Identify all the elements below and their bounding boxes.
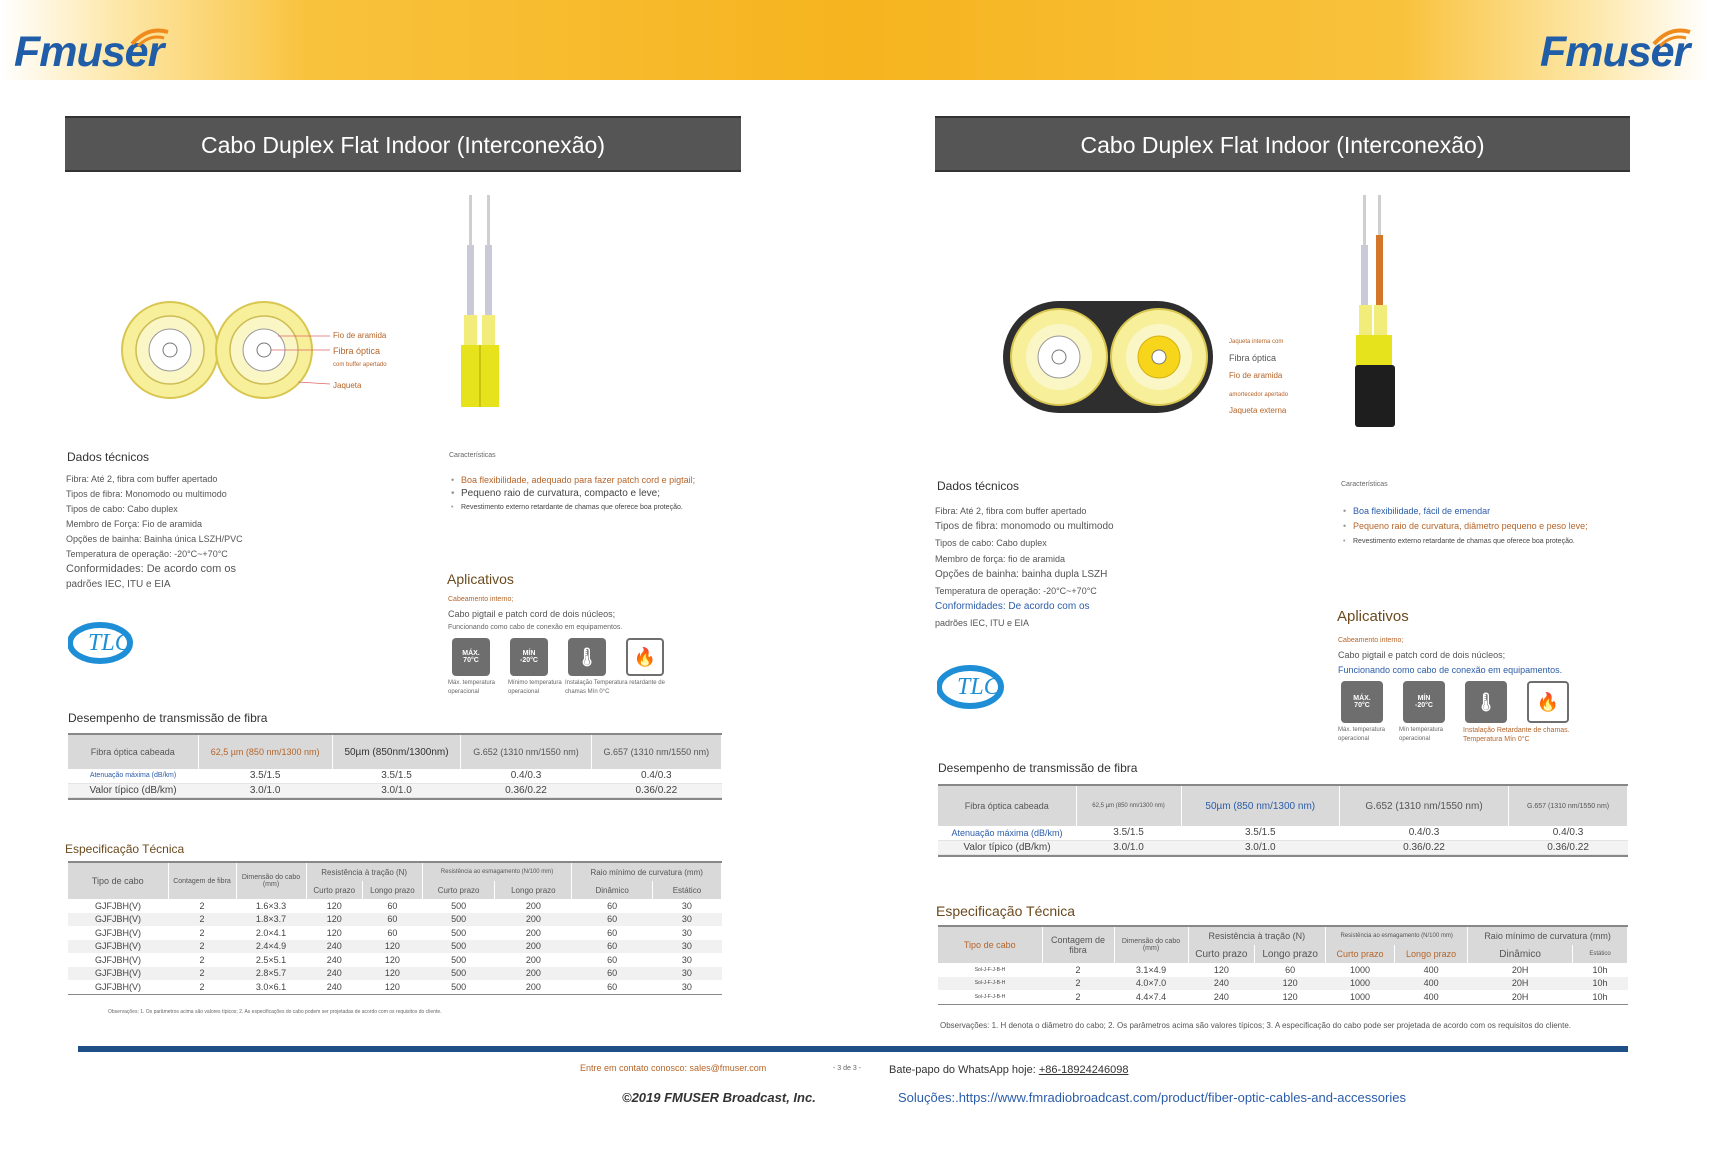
diagram-label: amortecedor apertado	[1229, 392, 1289, 398]
table-cell: 2	[168, 940, 236, 954]
table-cell: 60	[572, 940, 653, 954]
table-note: Observações: 1. Os parâmetros acima são valores típicos; 2. As especificações do cabo podem ser projetadas de acordo com os requisitos do cliente.	[108, 1009, 442, 1015]
feature-item: • Pequeno raio de curvatura, compacto e leve;	[449, 487, 749, 501]
icon-caption: Máx. temperatura operacional	[1338, 727, 1386, 742]
icon-caption: Instalação Retardante de chamas. Temperatura Mín 0°C	[1463, 727, 1570, 743]
max-temp-icon: MÁX. 70°C	[1341, 681, 1383, 723]
flame-retardant-icon: 🔥	[626, 638, 664, 676]
cable-side-view-image	[455, 195, 515, 407]
table-cell: 60	[362, 913, 422, 927]
tech-item: Fibra: Até 2, fibra com buffer apertado	[935, 506, 1087, 516]
table-cell: 60	[387, 927, 398, 938]
table-cell: 60	[387, 900, 398, 911]
min-temp-icon: MÍN -20°C	[1403, 681, 1445, 723]
tlc-logo: TLC	[68, 622, 136, 664]
table-cell: GJFJBH(V)	[95, 900, 141, 911]
table-row	[68, 926, 722, 940]
table-row	[68, 913, 722, 927]
perf-heading: Desempenho de transmissão de fibra	[68, 711, 268, 725]
diagram-label: Jaqueta externa	[1229, 406, 1287, 415]
diagram-label: com buffer apertado	[333, 362, 387, 368]
table-cell: 120	[384, 981, 400, 992]
table-cell: 200	[525, 954, 541, 965]
table-cell: GJFJBH(V)	[68, 967, 168, 981]
diagram-label: Jaqueta	[333, 381, 362, 390]
features-list	[449, 473, 749, 515]
table-cell: 30	[652, 940, 721, 954]
table-cell: 30	[681, 927, 692, 938]
table-cell: 60	[572, 967, 653, 981]
perf-heading: Desempenho de transmissão de fibra	[938, 761, 1138, 775]
tech-item: Tipos de cabo: Cabo duplex	[66, 504, 178, 514]
table-cell: GJFJBH(V)	[95, 954, 141, 965]
signal-arc-icon	[1650, 22, 1696, 48]
tech-item: Tipos de cabo: Cabo duplex	[935, 538, 1047, 548]
table-cell: 500	[451, 927, 467, 938]
solutions-link[interactable]: Soluções:.https://www.fmradiobroadcast.com/product/fiber-optic-cables-and-accessories	[898, 1090, 1406, 1105]
perf-table: Fibra óptica cabeada 62,5 µm (850 nm/1300 nm) 50µm (850nm/1300nm) G.652 (1310 nm/1550 nm) G.657 (1310 nm/1550 nm) Atenuação máxima (dB/km) 3.5/1.5 3.5/1.5 0.4/0.3 0.4/0.3 Valor típico (dB/km) 3.0/1.0 3.0/1.0 0.36/0.22 0.36/0.22	[68, 733, 722, 800]
table-cell: 500	[422, 913, 494, 927]
table-row	[938, 977, 1628, 991]
copyright: ©2019 FMUSER Broadcast, Inc.	[622, 1090, 816, 1105]
table-note: Observações: 1. H denota o diâmetro do cabo; 2. Os parâmetros acima são valores típicos; 3. A especificação do cabo pode ser projetada de acordo com os requisitos do cliente.	[940, 1021, 1572, 1030]
diagram-label: Fibra óptica	[1229, 353, 1277, 363]
table-cell: 1000	[1350, 991, 1371, 1002]
table-cell: 60	[607, 927, 618, 938]
table-cell: 500	[451, 981, 467, 992]
table-row	[938, 990, 1628, 1004]
feature-item: • Pequeno raio de curvatura, diâmetro pequeno e peso leve;	[1341, 519, 1661, 534]
whatsapp-label: Bate-papo do WhatsApp hoje:	[889, 1064, 1036, 1076]
table-cell: 2	[199, 900, 205, 911]
table-cell: 10h	[1592, 991, 1608, 1002]
flame-retardant-icon: 🔥	[1527, 681, 1569, 723]
page-number: - 3 de 3 -	[833, 1065, 862, 1072]
table-cell: 30	[681, 981, 692, 992]
table-cell: GJFJBH(V)	[95, 927, 141, 938]
table-row	[68, 980, 722, 994]
table-cell: 240	[1188, 977, 1255, 991]
table-cell: 500	[422, 967, 494, 981]
table-cell: 120	[326, 927, 342, 938]
application-item: Cabeamento interno;	[448, 596, 514, 603]
table-cell: 60	[607, 900, 618, 911]
table-cell: GJFJBH(V)	[68, 940, 168, 954]
table-row: Valor típico (dB/km) 3.0/1.0 3.0/1.0 0.36/0.22 0.36/0.22	[938, 840, 1628, 854]
tech-data-heading: Dados técnicos	[937, 479, 1020, 493]
tech-data-list	[935, 503, 1275, 631]
cable-cross-section-diagram	[1001, 297, 1221, 417]
table-cell: 1.6×3.3	[255, 900, 287, 911]
table-cell: 4.0×7.0	[1114, 977, 1188, 991]
table-cell: 20H	[1511, 964, 1529, 975]
table-cell: 2	[1042, 977, 1114, 991]
table-cell: 2	[199, 954, 205, 965]
features-list	[1341, 504, 1661, 549]
application-item: Cabeamento interno;	[1338, 637, 1404, 644]
table-cell: 2	[1075, 964, 1081, 975]
tech-item: Temperatura de operação: -20°C~+70°C	[66, 549, 228, 559]
table-cell: 200	[495, 940, 572, 954]
table-cell: 10h	[1592, 964, 1608, 975]
tech-item: Tipos de fibra: Monomodo ou multimodo	[66, 489, 227, 499]
table-cell: 500	[451, 900, 467, 911]
table-cell: 2	[168, 913, 236, 927]
table-cell: 120	[384, 954, 400, 965]
tech-item: padrões IEC, ITU e EIA	[935, 618, 1030, 628]
application-item: Cabo pigtail e patch cord de dois núcleos;	[448, 609, 616, 619]
table-cell: 2.5×5.1	[255, 954, 287, 965]
table-cell: 200	[525, 927, 541, 938]
table-cell: 30	[681, 954, 692, 965]
fmuser-logo-right: Fmuser	[1540, 28, 1690, 76]
table-cell: 120	[306, 913, 362, 927]
tech-item: Opções de bainha: Bainha única LSZH/PVC	[66, 534, 243, 544]
tech-item: Tipos de fibra: monomodo ou multimodo	[935, 521, 1114, 532]
table-row	[68, 967, 722, 981]
table-cell: GJFJBH(V)	[95, 981, 141, 992]
min-temp-icon: MÍN -20°C	[510, 638, 548, 676]
left-title-banner: Cabo Duplex Flat Indoor (Interconexão)	[65, 116, 741, 172]
table-cell: 3.0×6.1	[255, 981, 287, 992]
table-cell: 1000	[1350, 964, 1371, 975]
table-cell: 120	[1282, 991, 1298, 1002]
spec-icons-row	[452, 638, 664, 676]
application-item: Cabo pigtail e patch cord de dois núcleos;	[1338, 650, 1506, 660]
table-cell: 1.8×3.7	[236, 913, 306, 927]
tech-data-list	[66, 472, 366, 592]
tech-item: Temperatura de operação: -20°C~+70°C	[935, 586, 1097, 596]
table-cell: 120	[1213, 964, 1229, 975]
table-cell: 120	[326, 900, 342, 911]
table-cell: 200	[525, 981, 541, 992]
table-cell: 2	[199, 927, 205, 938]
table-row	[68, 899, 722, 913]
tech-item: Membro de força: fio de aramida	[935, 554, 1066, 564]
table-cell: 2	[168, 967, 236, 981]
table-cell: Sol-J-F-J-B-H	[938, 977, 1042, 991]
features-heading: Características	[449, 452, 496, 459]
table-cell: 2.0×4.1	[255, 927, 287, 938]
fmuser-logo-left: Fmuser	[14, 28, 164, 76]
table-cell: Sol-J-F-J-B-H	[974, 993, 1006, 1000]
table-cell: 500	[422, 940, 494, 954]
applications-heading: Aplicativos	[447, 571, 514, 587]
whatsapp-number-link[interactable]: +86-18924246098	[1038, 1064, 1129, 1076]
table-cell: 400	[1394, 977, 1467, 991]
signal-arc-icon	[128, 22, 174, 48]
cable-side-view-image	[1352, 195, 1402, 427]
tech-data-heading: Dados técnicos	[67, 450, 150, 464]
tech-item: padrões IEC, ITU e EIA	[66, 579, 171, 590]
applications-list	[448, 593, 748, 635]
tlc-logo: TLC	[937, 665, 1007, 709]
table-cell: 120	[362, 967, 422, 981]
tech-item: Conformidades: De acordo com os	[935, 601, 1090, 612]
perf-table: Fibra óptica cabeada 62,5 µm (850 nm/1300 nm) 50µm (850 nm/1300 nm) G.652 (1310 nm/1550 nm) G.657 (1310 nm/1550 nm) Atenuação máxima (dB/km) 3.5/1.5 3.5/1.5 0.4/0.3 0.4/0.3 Valor típico (dB/km) 3.0/1.0 3.0/1.0 0.36/0.22 0.36/0.22	[938, 784, 1628, 857]
icon-caption: Mín temperatura operacional	[1399, 727, 1444, 742]
table-cell: 200	[495, 913, 572, 927]
table-cell: 30	[652, 967, 721, 981]
thermometer-icon: 🌡	[1465, 681, 1507, 723]
icon-caption: Instalação Temperatura retardante de chamas Mín 0°C	[565, 680, 665, 695]
table-cell: 500	[451, 954, 467, 965]
table-cell: 30	[681, 900, 692, 911]
diagram-label: Fio de aramida	[333, 331, 387, 340]
table-cell: 20H	[1468, 977, 1573, 991]
table-row	[938, 963, 1628, 977]
feature-item: • Revestimento externo retardante de chamas que oferece boa proteção.	[449, 501, 749, 515]
tech-item: Opções de bainha: bainha dupla LSZH	[935, 569, 1108, 580]
tech-item: Conformidades: De acordo com os	[66, 563, 236, 575]
table-cell: 2	[199, 981, 205, 992]
table-cell: 10h	[1573, 977, 1628, 991]
table-cell: 60	[572, 913, 653, 927]
max-temp-icon: MÁX. 70°C	[452, 638, 490, 676]
table-cell: 200	[525, 900, 541, 911]
applications-heading: Aplicativos	[1337, 608, 1409, 625]
icon-caption: Máx. temperatura operacional	[448, 680, 496, 695]
feature-item: • Revestimento externo retardante de chamas que oferece boa proteção.	[1341, 534, 1661, 549]
table-cell: 4.4×7.4	[1135, 991, 1167, 1002]
tech-item: Fibra: Até 2, fibra com buffer apertado	[66, 474, 218, 484]
table-cell: 1000	[1326, 977, 1395, 991]
table-cell: 240	[326, 954, 342, 965]
icon-caption: Mínimo temperatura operacional	[508, 680, 562, 695]
diagram-label: Fibra óptica	[333, 346, 381, 356]
contact-email-link[interactable]: Entre em contato conosco: sales@fmuser.com	[580, 1063, 767, 1073]
table-cell: 30	[652, 913, 721, 927]
table-cell: 2.8×5.7	[236, 967, 306, 981]
table-row	[68, 940, 722, 954]
application-item: Funcionando como cabo de conexão em equipamentos.	[448, 624, 623, 631]
header-band	[0, 0, 1709, 80]
table-cell: 120	[1255, 977, 1326, 991]
table-cell: 200	[495, 967, 572, 981]
table-row: Atenuação máxima (dB/km) 3.5/1.5 3.5/1.5 0.4/0.3 0.4/0.3	[68, 769, 722, 783]
application-item: Funcionando como cabo de conexão em equipamentos.	[1338, 665, 1563, 675]
applications-list	[1338, 633, 1658, 678]
footer-divider	[78, 1046, 1628, 1052]
spec-icons-row	[1341, 681, 1569, 723]
table-cell: 240	[306, 940, 362, 954]
table-cell: 240	[326, 981, 342, 992]
whatsapp-line	[889, 1064, 1128, 1076]
feature-item: • Boa flexibilidade, fácil de emendar	[1341, 504, 1661, 519]
table-cell: 2	[1075, 991, 1081, 1002]
table-cell: 60	[607, 954, 618, 965]
spec-table: Tipo de cabo Contagem de fibra Dimensão do cabo (mm) Resistência à tração (N) Resistência ao esmagamento (N/100 mm) Raio mínimo de curvatura (mm) Curto prazo Longo prazo Curto prazo Longo prazo Dinâmico Estático Sol-J-F-J-B-H 2 3.1×4.9 120 60 1000 400 20H 10h Sol-J-F-J-B-H 2 4.0×7.0 240 120 1000 400 20H 10h Sol-J-F-J-B-H 2 4.4×7.4 240 120 1000 400 20H 10h	[938, 925, 1628, 1005]
table-cell: 60	[1285, 964, 1296, 975]
diagram-label: Fio de aramida	[1229, 371, 1283, 380]
table-cell: Sol-J-F-J-B-H	[974, 966, 1006, 973]
table-row: Valor típico (dB/km) 3.0/1.0 3.0/1.0 0.36/0.22 0.36/0.22	[68, 783, 722, 797]
features-heading: Características	[1341, 481, 1388, 488]
feature-item: • Boa flexibilidade, adequado para fazer patch cord e pigtail;	[449, 473, 749, 487]
table-cell: 240	[306, 967, 362, 981]
tech-item: Membro de Força: Fio de aramida	[66, 519, 203, 529]
table-row	[68, 953, 722, 967]
table-cell: 60	[607, 981, 618, 992]
table-cell: 120	[362, 940, 422, 954]
table-cell: 240	[1213, 991, 1229, 1002]
table-cell: 400	[1423, 964, 1439, 975]
thermometer-icon: 🌡	[568, 638, 606, 676]
table-cell: GJFJBH(V)	[68, 913, 168, 927]
spec-heading: Especificação Técnica	[936, 903, 1076, 919]
diagram-label: Jaqueta interna com	[1229, 339, 1284, 345]
spec-heading: Especificação Técnica	[65, 842, 185, 856]
table-row: Atenuação máxima (dB/km) 3.5/1.5 3.5/1.5 0.4/0.3 0.4/0.3	[938, 826, 1628, 840]
table-cell: 2.4×4.9	[236, 940, 306, 954]
table-cell: 3.1×4.9	[1135, 964, 1167, 975]
spec-table: Tipo de cabo Contagem de fibra Dimensão do cabo (mm) Resistência à tração (N) Resistência ao esmagamento (N/100 mm) Raio mínimo de curvatura (mm) Curto prazo Longo prazo Curto prazo Longo prazo Dinâmico Estático GJFJBH(V) 2 1.6×3.3 120 60 500 200 60 30 GJFJBH(V) 2 1.8×3.7 120 60 500 200 60 30 GJFJBH(V) 2 2.0×4.1 120 60 500 200 60 30 GJFJBH(V) 2 2.4×4.9 240 120 500 200 60 30 GJFJBH(V) 2 2.5×5.1 240 120 500 200 60 30 GJFJBH(V) 2 2.8×5.7 240 120 500 200 60 30 GJFJBH(V) 2 3.0×6.1 240 120 500 200 60 30	[68, 861, 722, 995]
right-title-banner: Cabo Duplex Flat Indoor (Interconexão)	[935, 116, 1630, 172]
table-cell: 400	[1423, 991, 1439, 1002]
table-cell: 20H	[1511, 991, 1529, 1002]
